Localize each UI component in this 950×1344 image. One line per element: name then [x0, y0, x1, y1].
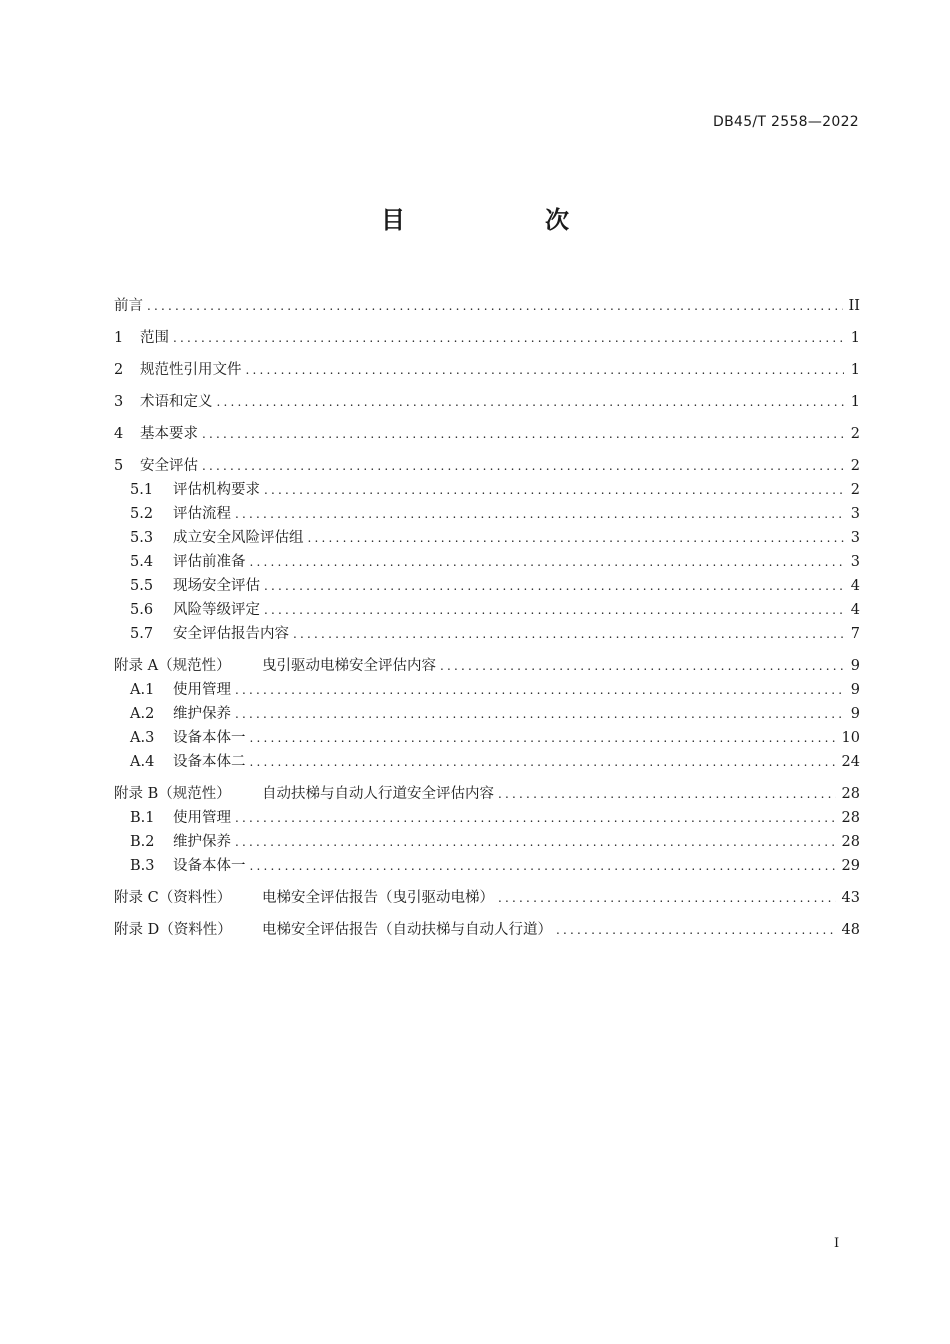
table-of-contents: [114, 286, 860, 942]
toc-entry-label: 前言: [114, 298, 143, 314]
toc-subentry[interactable]: [114, 726, 860, 750]
toc-entry-page: 1: [850, 394, 860, 410]
toc-subentry[interactable]: [114, 622, 860, 646]
toc-entry-page: 3: [850, 554, 860, 570]
toc-entry-number: A.1: [130, 682, 155, 698]
toc-subentry[interactable]: [114, 854, 860, 878]
toc-entry-label: 风险等级评定: [173, 602, 260, 618]
toc-entry-number: B.3: [130, 858, 155, 874]
toc-entry-number: A.2: [130, 706, 155, 722]
toc-entry-number: A.3: [130, 730, 155, 746]
toc-appendix-entry[interactable]: [114, 654, 860, 678]
toc-entry-label: 安全评估: [140, 458, 198, 474]
toc-entry-page: 9: [850, 658, 860, 674]
toc-entry-label: 评估前准备: [173, 554, 246, 570]
toc-entry-page: 28: [841, 834, 860, 850]
toc-entry-page: 2: [850, 426, 860, 442]
toc-entry-page: 29: [841, 858, 860, 874]
toc-subentry[interactable]: [114, 550, 860, 574]
toc-entry[interactable]: [114, 358, 860, 382]
toc-entry-number: 5.5: [130, 578, 154, 594]
toc-entry-label: 成立安全风险评估组: [173, 530, 304, 546]
toc-leader-dots: [498, 891, 836, 905]
toc-subentry[interactable]: [114, 806, 860, 830]
toc-entry-number: 5.6: [130, 602, 154, 618]
toc-entry-page: 3: [850, 506, 860, 522]
toc-leader-dots: [202, 427, 844, 441]
toc-entry-label: 现场安全评估: [173, 578, 260, 594]
toc-appendix-entry[interactable]: [114, 782, 860, 806]
toc-entry-number: A.4: [130, 754, 155, 770]
toc-subentry[interactable]: [114, 598, 860, 622]
toc-entry-page: 9: [850, 706, 860, 722]
toc-entry-page: 28: [841, 810, 860, 826]
toc-entry-foreword[interactable]: [114, 294, 860, 318]
toc-entry-page: 48: [841, 922, 860, 938]
toc-entry-number: B.1: [130, 810, 155, 826]
toc-leader-dots: [235, 811, 836, 825]
toc-leader-dots: [235, 835, 836, 849]
toc-entry-label: 评估流程: [173, 506, 231, 522]
toc-entry-number: 4: [114, 426, 124, 442]
toc-entry[interactable]: [114, 326, 860, 350]
toc-entry-number: 5.4: [130, 554, 154, 570]
toc-subentry[interactable]: [114, 830, 860, 854]
toc-entry-number: 5.2: [130, 506, 154, 522]
toc-leader-dots: [235, 707, 844, 721]
page-number: I: [834, 1236, 840, 1251]
toc-entry-label: 基本要求: [140, 426, 198, 442]
toc-entry-number: 2: [114, 362, 124, 378]
toc-subentry[interactable]: [114, 702, 860, 726]
toc-entry-page: 1: [850, 330, 860, 346]
toc-subentry[interactable]: [114, 574, 860, 598]
toc-leader-dots: [250, 555, 845, 569]
toc-title: 目 次: [381, 206, 627, 234]
toc-entry-number: 3: [114, 394, 124, 410]
toc-leader-dots: [250, 755, 836, 769]
toc-entry-number: 1: [114, 330, 124, 346]
toc-leader-dots: [235, 683, 844, 697]
toc-entry-page: 1: [850, 362, 860, 378]
toc-leader-dots: [498, 787, 836, 801]
toc-entry-page: 43: [841, 890, 860, 906]
toc-entry-page: 3: [850, 530, 860, 546]
toc-entry-label: 术语和定义: [140, 394, 213, 410]
toc-entry-page: 7: [850, 626, 860, 642]
toc-leader-dots: [250, 731, 836, 745]
toc-appendix-entry[interactable]: [114, 886, 860, 910]
toc-subentry[interactable]: [114, 478, 860, 502]
toc-subentry[interactable]: [114, 678, 860, 702]
toc-appendix-tag: 附录 B（规范性）: [114, 786, 231, 802]
toc-entry-number: B.2: [130, 834, 155, 850]
toc-leader-dots: [264, 579, 844, 593]
toc-appendix-entry[interactable]: [114, 918, 860, 942]
toc-entry-label: 使用管理: [173, 682, 231, 698]
toc-entry[interactable]: [114, 422, 860, 446]
toc-entry-label: 评估机构要求: [173, 482, 260, 498]
toc-subentry[interactable]: [114, 526, 860, 550]
toc-entry-page: 4: [850, 602, 860, 618]
toc-entry-label: 使用管理: [173, 810, 231, 826]
toc-entry[interactable]: [114, 390, 860, 414]
toc-entry-label: 维护保养: [173, 834, 231, 850]
toc-entry-page: 28: [841, 786, 860, 802]
toc-entry-page: 2: [850, 482, 860, 498]
toc-leader-dots: [173, 331, 844, 345]
toc-entry-number: 5.1: [130, 482, 154, 498]
toc-entry-page: 2: [850, 458, 860, 474]
toc-entry-label: 自动扶梯与自动人行道安全评估内容: [262, 786, 494, 802]
toc-leader-dots: [440, 659, 844, 673]
toc-entry-number: 5.7: [130, 626, 154, 642]
toc-entry-label: 设备本体一: [173, 730, 246, 746]
toc-entry-label: 电梯安全评估报告（曳引驱动电梯）: [262, 890, 494, 906]
toc-entry-page: 9: [850, 682, 860, 698]
toc-entry-label: 规范性引用文件: [140, 362, 242, 378]
toc-entry-label: 维护保养: [173, 706, 231, 722]
toc-leader-dots: [202, 459, 844, 473]
toc-leader-dots: [556, 923, 836, 937]
toc-entry-label: 曳引驱动电梯安全评估内容: [262, 658, 436, 674]
toc-entry-label: 设备本体二: [173, 754, 246, 770]
toc-subentry[interactable]: [114, 502, 860, 526]
document-code: DB45/T 2558—2022: [713, 114, 859, 130]
toc-entry-number: 5.3: [130, 530, 154, 546]
toc-appendix-tag: 附录 D（资料性）: [114, 922, 232, 938]
toc-subentry[interactable]: [114, 750, 860, 774]
toc-leader-dots: [217, 395, 845, 409]
toc-leader-dots: [147, 299, 843, 313]
toc-entry-page: 4: [850, 578, 860, 594]
toc-entry-label: 范围: [140, 330, 169, 346]
toc-entry-page: 24: [841, 754, 860, 770]
toc-entry-page: 10: [841, 730, 860, 746]
toc-appendix-tag: 附录 C（资料性）: [114, 890, 232, 906]
toc-entry-label: 安全评估报告内容: [173, 626, 289, 642]
toc-leader-dots: [250, 859, 836, 873]
toc-leader-dots: [293, 627, 844, 641]
toc-leader-dots: [235, 507, 844, 521]
toc-leader-dots: [264, 483, 844, 497]
toc-entry-number: 5: [114, 458, 124, 474]
toc-leader-dots: [264, 603, 844, 617]
toc-leader-dots: [246, 363, 845, 377]
toc-appendix-tag: 附录 A（规范性）: [114, 658, 231, 674]
toc-leader-dots: [308, 531, 845, 545]
toc-entry-label: 设备本体一: [173, 858, 246, 874]
toc-entry[interactable]: [114, 454, 860, 478]
toc-entry-page: II: [848, 298, 860, 314]
toc-entry-label: 电梯安全评估报告（自动扶梯与自动人行道）: [262, 922, 552, 938]
